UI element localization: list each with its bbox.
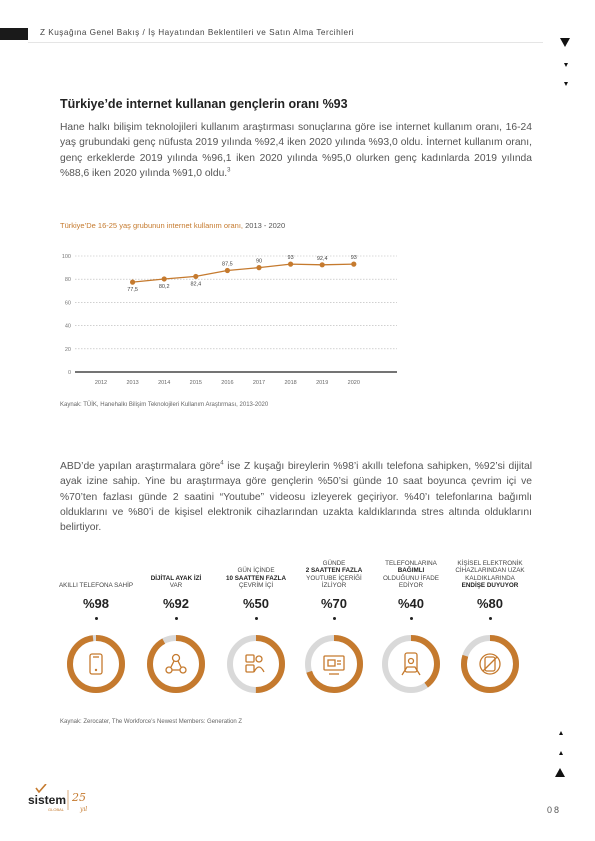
- chart-source: Kaynak: TÜİK, Hanehalkı Bilişim Teknolojileri Kullanım Araştırması, 2013-2020: [60, 402, 269, 408]
- stat-label: [56, 556, 136, 590]
- smartphone-icon: [90, 654, 102, 674]
- stat-value: %98: [82, 596, 110, 611]
- network-icon: [166, 655, 186, 674]
- stat-label-pre: AKILLI TELEFONA SAHİP: [58, 582, 134, 590]
- x-tick-label: 2020: [347, 380, 360, 386]
- no-device-icon: [480, 654, 500, 674]
- data-point: [320, 262, 325, 267]
- stat-label: [294, 556, 374, 590]
- x-tick-label: 2014: [158, 380, 171, 386]
- stat-item: [136, 556, 216, 620]
- y-tick-label: 40: [64, 323, 71, 330]
- usa-research-paragraph: ABD’de yapılan araştırmalara göre$^4$ ise Z kuşağı bireylerin %98’i akıllı telefona sahipken, %92’si dijital ayak izine sahip. Yine bu araştırmaya göre gençlerin %50’si günde 10 saat boyunca çevrim içi ve %70’ten fazlası günde 2 saatini “Youtube” videosu izleyerek geçiriyor. %40’ı telefonlarına bağımlı olduklarını ve %80’i de kişisel elektronik cihazlarından uzakta kaldıklarında stres altında olduklarını belirtiyor.: [60, 460, 532, 534]
- header-breadcrumb: Z Kuşağına Genel Bakış / İş Hayatından Beklentileri ve Satın Alma Tercihleri: [40, 28, 355, 37]
- stat-donut: [303, 633, 365, 695]
- small-up-arrow-icon: [559, 751, 563, 755]
- stat-value: %80: [476, 596, 504, 611]
- y-tick-label: 0: [67, 370, 71, 376]
- stat-label: [371, 556, 451, 590]
- stat-donut: [65, 633, 127, 695]
- stat-dot: [95, 617, 98, 620]
- stat-label-bold: 10 SAATTEN FAZLA: [225, 574, 287, 582]
- scroll-down-icon[interactable]: [560, 38, 570, 47]
- company-logo: [28, 784, 108, 814]
- data-label: 82,4: [190, 281, 202, 288]
- stat-item: [450, 556, 530, 620]
- data-point: [193, 274, 198, 279]
- stat-label-bold: DİJİTAL AYAK İZİ: [150, 574, 202, 582]
- data-label: 80,2: [158, 283, 170, 290]
- data-point: [288, 262, 293, 267]
- data-point: [351, 262, 356, 267]
- stat-label: [136, 556, 216, 590]
- x-tick-label: 2016: [221, 380, 234, 386]
- stat-donut: [459, 633, 521, 695]
- page-number: 08: [547, 805, 562, 815]
- stats-source: Kaynak: Zerocater, The Workforce’s Newest Members: Generation Z: [60, 719, 243, 725]
- header-black-bar: [0, 28, 28, 40]
- y-tick-label: 60: [64, 300, 71, 307]
- donut-fill: [70, 638, 122, 690]
- footnote-ref: 3: [227, 167, 231, 174]
- footnote-ref: 4: [220, 460, 224, 467]
- stat-value: %40: [397, 596, 425, 611]
- stat-dot: [489, 617, 492, 620]
- stat-label-post: OLDUĞUNU İFADE EDİYOR: [383, 574, 439, 590]
- header-divider: [28, 42, 543, 43]
- stat-label-bold: ENDİŞE DUYUYOR: [461, 582, 519, 590]
- stat-item: [216, 556, 296, 620]
- internet-usage-line-chart: [55, 245, 405, 390]
- intro-paragraph: Hane halkı bilişim teknolojileri kullanım araştırması sonuçlarına göre ise internet kullanım oranı, 16-24 yaş grubundaki genç nüfusta 2019 yılında %92,4 iken 2020 yılında %93,0 oldu. İnternet kullanım oranı, genç erkeklerde 2019 yılında %96,1 iken 2020 yılında %95,0 olurken genç kadınlarda 2019 yılında %88,6 iken 2020 yılında %91,0 oldu.$^3$: [60, 122, 532, 179]
- video-screen-icon: [324, 656, 344, 674]
- data-label: 87,5: [222, 261, 233, 268]
- scroll-up-icon[interactable]: [555, 768, 565, 777]
- stat-item: [294, 556, 374, 620]
- x-tick-label: 2012: [94, 380, 108, 386]
- stat-dot: [255, 617, 258, 620]
- phone-addiction-icon: [402, 653, 420, 675]
- data-label: 77,5: [127, 287, 138, 294]
- x-tick-label: 2017: [252, 380, 266, 386]
- chart-title: Türkiye’De 16-25 yaş grubunun internet kullanım oranı, 2013 - 2020: [60, 221, 286, 230]
- logo-text: sistem: [28, 793, 67, 807]
- online-user-icon: [246, 655, 264, 672]
- data-label: 93: [350, 255, 357, 262]
- data-point: [225, 268, 230, 273]
- stat-item: [371, 556, 451, 620]
- stat-value: %70: [320, 596, 348, 611]
- data-point: [130, 280, 135, 285]
- small-down-arrow-icon: [564, 82, 568, 86]
- anniversary-word: yıl: [80, 806, 88, 813]
- y-tick-label: 20: [64, 346, 71, 353]
- donut-fill: [150, 638, 202, 690]
- stat-label-pre: KİŞİSEL ELEKTRONİK CİHAZLARINDAN UZAK KALDIKLARINDA: [455, 559, 525, 582]
- stat-dot: [333, 617, 336, 620]
- x-tick-label: 2015: [189, 380, 202, 386]
- stat-label: [216, 556, 296, 590]
- stat-label-post: VAR: [169, 582, 183, 590]
- anniversary-number: 25: [72, 791, 86, 804]
- stat-dot: [410, 617, 413, 620]
- stat-label-pre: GÜNDE: [322, 559, 346, 567]
- small-up-arrow-icon: [559, 731, 563, 735]
- stat-label-pre: GÜN İÇİNDE: [237, 567, 275, 575]
- y-tick-label: 100: [61, 254, 71, 260]
- stat-label-post: ÇEVRİM İÇİ: [238, 582, 274, 590]
- data-label: 90: [255, 258, 263, 265]
- stat-value: %92: [162, 596, 190, 611]
- stat-label-bold: BAĞIMLI: [397, 567, 425, 575]
- logo-check-mark: [36, 784, 46, 792]
- logo-subtext: GLOBAL: [48, 807, 65, 812]
- data-point: [162, 276, 167, 281]
- data-label: 93: [287, 255, 294, 262]
- stat-label-bold: 2 SAATTEN FAZLA: [305, 567, 363, 575]
- stat-label: [450, 556, 530, 590]
- stat-label-post: YOUTUBE İÇERİĞİ İZLİYOR: [306, 574, 362, 590]
- stat-item: [56, 556, 136, 620]
- stat-donut: [225, 633, 287, 695]
- stat-dot: [175, 617, 178, 620]
- stat-donut: [380, 633, 442, 695]
- x-tick-label: 2018: [284, 380, 297, 386]
- stat-value: %50: [242, 596, 270, 611]
- small-down-arrow-icon: [564, 63, 568, 67]
- data-label: 92,4: [316, 255, 328, 262]
- section-title: Türkiye’de internet kullanan gençlerin oranı %93: [60, 97, 348, 111]
- x-tick-label: 2019: [316, 380, 329, 386]
- data-point: [256, 265, 261, 270]
- stat-label-pre: TELEFONLARINA: [385, 559, 437, 567]
- y-tick-label: 80: [64, 277, 71, 284]
- stat-donut: [145, 633, 207, 695]
- x-tick-label: 2013: [126, 380, 139, 386]
